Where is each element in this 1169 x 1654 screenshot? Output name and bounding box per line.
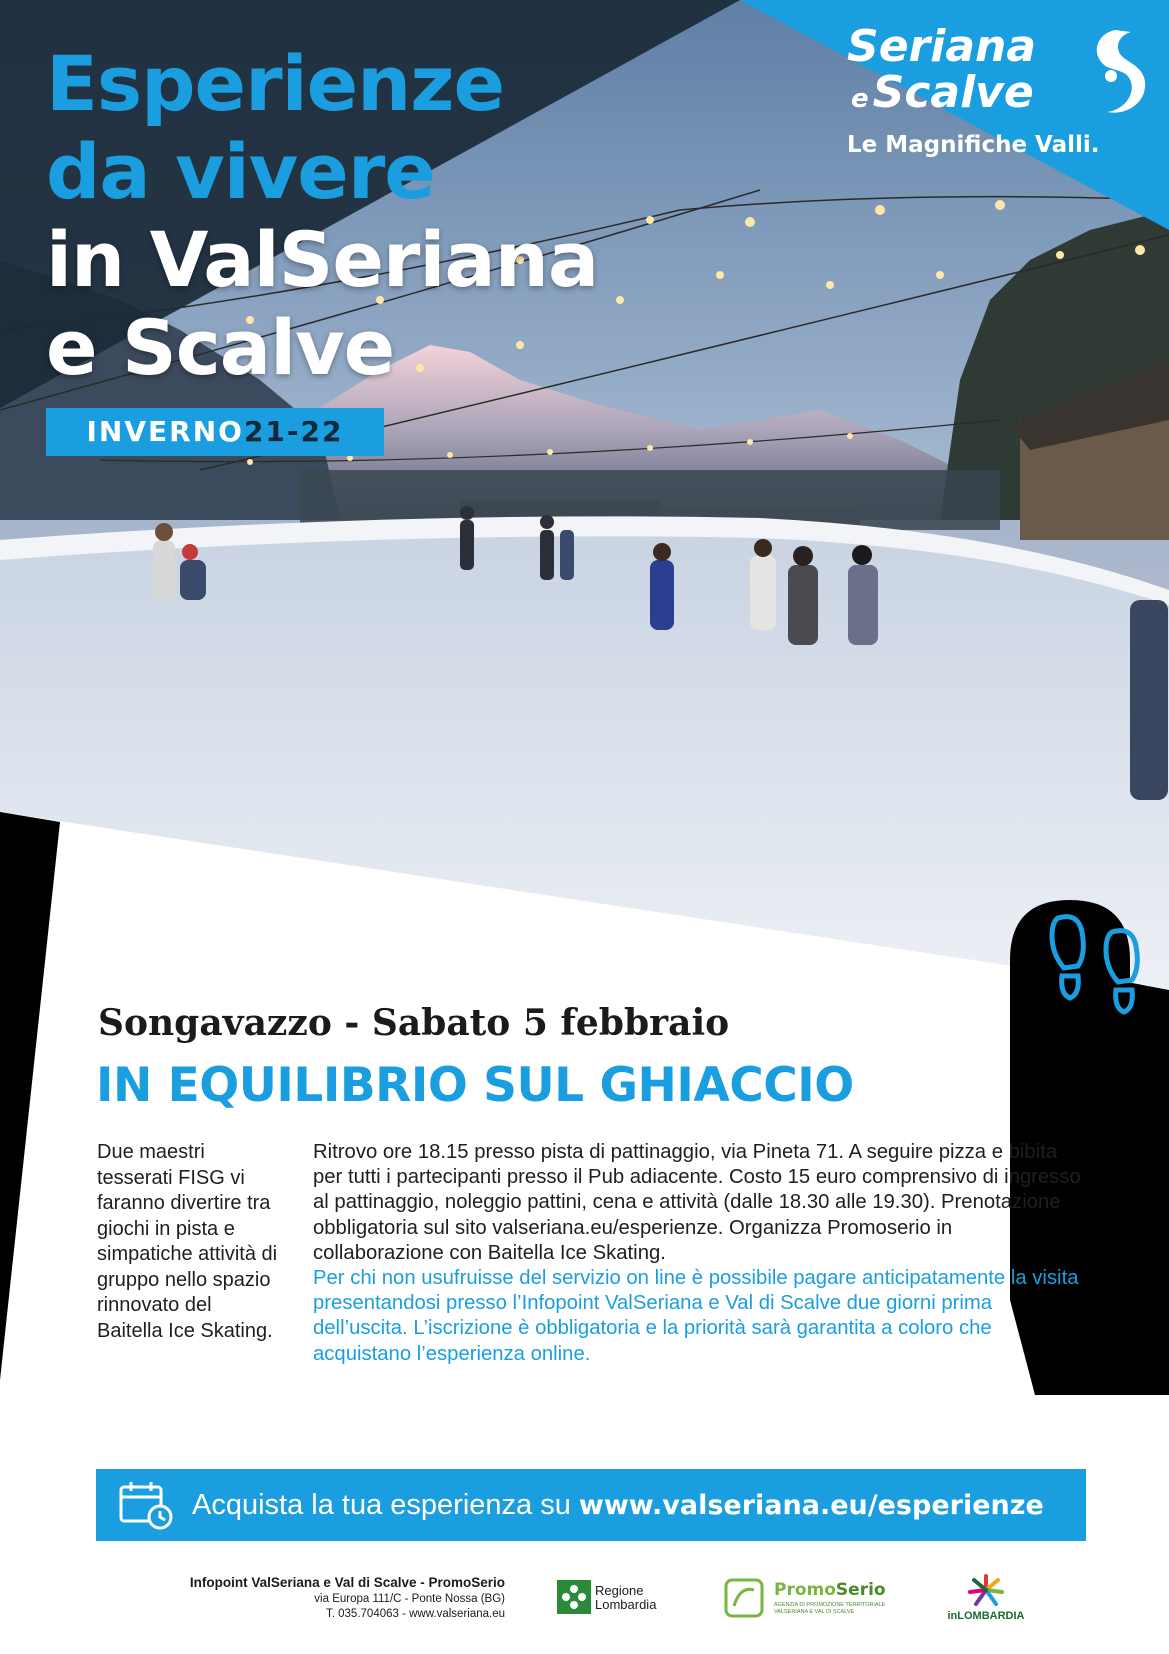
cta-url-link[interactable]: www.valseriana.eu/esperienze	[578, 1490, 1044, 1521]
season-label: INVERNO	[86, 415, 244, 448]
event-details	[313, 1140, 1083, 1367]
brand-line-2-text: Scalve	[872, 67, 1034, 118]
regione-lombardia-logo	[557, 1580, 687, 1620]
promoserio-text	[774, 1580, 886, 1600]
promoserio-logo	[724, 1578, 884, 1622]
season-years: 21-22	[243, 415, 344, 448]
footprints-icon	[1040, 910, 1150, 1020]
inlombardia-star-icon	[966, 1572, 1006, 1608]
regione-line-2: Lombardia	[595, 1597, 657, 1612]
inlombardia-logo	[936, 1572, 1036, 1626]
calendar-clock-icon	[118, 1479, 174, 1531]
brand-tagline: Le Magnifiche Valli.	[847, 132, 1100, 158]
regione-line-1: Regione	[595, 1583, 644, 1598]
headline-line-2: da vivere	[46, 127, 435, 216]
event-note-text: Per chi non usufruisse del servizio on line è possibile pagare anticipatamente la visita presentandosi presso l’Infopoint ValSeriana e Val di Scalve due giorni prima dell’uscita. L’iscrizione è obbligatoria e la priorità sarà garantita a coloro che acquistano l’esperienza online.	[313, 1267, 1079, 1365]
brand-line-1: Seriana	[847, 21, 1037, 72]
brand-swirl-icon	[1067, 24, 1151, 120]
headline-line-1: Esperienze	[46, 39, 505, 128]
regione-lombardia-icon	[557, 1580, 591, 1614]
promoserio-sub-1: AGENZIA DI PROMOZIONE TERRITORIALE	[774, 1602, 886, 1608]
footer-info	[140, 1574, 505, 1622]
promoserio-a: Promo	[774, 1580, 836, 1600]
regione-lombardia-text	[595, 1584, 656, 1612]
season-badge	[46, 408, 384, 456]
headline-line-4: e Scalve	[46, 303, 395, 392]
event-details-text: Ritrovo ore 18.15 presso pista di pattinaggio, via Pineta 71. A seguire pizza e bibita per tutti i partecipanti presso il Pub adiacente. Costo 15 euro comprensivo di ingresso al pattinaggio, noleggio pattini, cena e attività (dalle 18.30 alle 19.30). Prenotazione obbligatoria sul sito valseriana.eu/esperienze. Organizza Promoserio in collaborazione con Baitella Ice Skating.	[313, 1141, 1081, 1264]
event-title: IN EQUILIBRIO SUL GHIACCIO	[96, 1058, 854, 1113]
footer-name: Infopoint ValSeriana e Val di Scalve - PromoSerio	[189, 1575, 505, 1590]
headline	[46, 40, 598, 392]
brand-connector: e	[851, 84, 869, 114]
promoserio-sub-2: VALSERIANA E VAL DI SCALVE	[774, 1609, 855, 1615]
inlombardia-text: inLOMBARDIA	[947, 1610, 1025, 1622]
footer-contacts: T. 035.704063 - www.valseriana.eu	[326, 1608, 505, 1620]
event-intro-text: Due maestri tesserati FISG vi faranno divertire tra giochi in pista e simpatiche attività di gruppo nello spazio rinnovato del Baitella Ice Skating.	[97, 1141, 278, 1342]
footer-address: via Europa 111/C - Ponte Nossa (BG)	[314, 1593, 505, 1605]
promoserio-subtitle	[774, 1602, 885, 1616]
event-intro	[97, 1140, 281, 1344]
cta-bar[interactable]	[96, 1469, 1086, 1541]
cta-text	[192, 1469, 1044, 1541]
headline-line-3: in ValSeriana	[46, 215, 599, 304]
cta-label: Acquista la tua esperienza su	[192, 1489, 571, 1521]
promoserio-icon	[724, 1578, 764, 1618]
event-place-date: Songavazzo - Sabato 5 febbraio	[98, 1002, 730, 1044]
promoserio-b: Serio	[835, 1580, 886, 1600]
